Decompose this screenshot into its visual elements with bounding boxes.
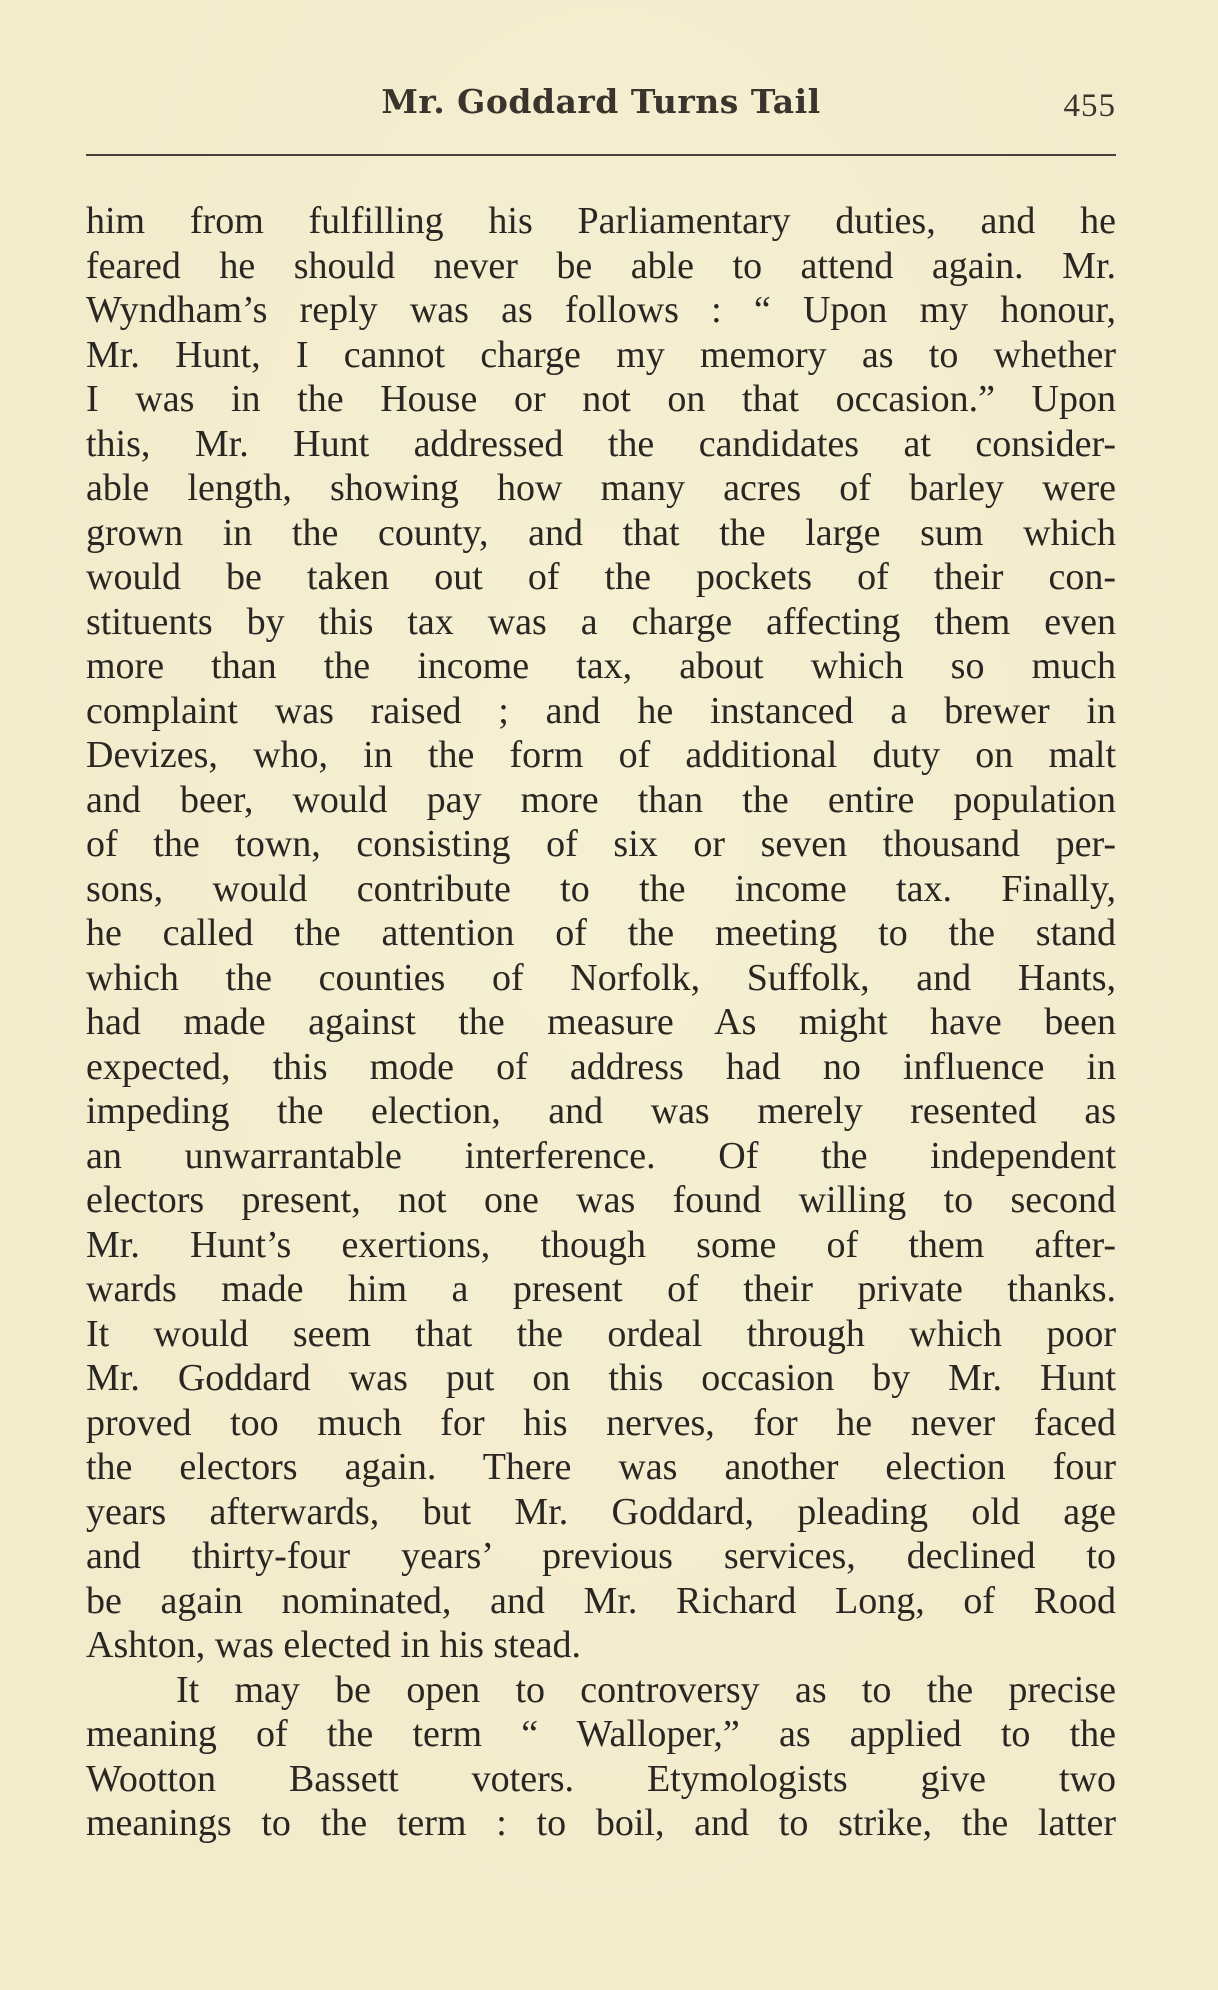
text-line: him from fulfilling his Parliamentary duties, and he (86, 200, 1116, 242)
text-line: meaning of the term “ Walloper,” as applied to the (86, 1713, 1116, 1755)
text-line: and thirty-four years’ previous services, declined to (86, 1535, 1116, 1577)
text-line: years afterwards, but Mr. Goddard, pleading old age (86, 1490, 1116, 1533)
text-line: be again nominated, and Mr. Richard Long, of Rood (86, 1579, 1116, 1622)
text-line: and beer, would pay more than the entire population (86, 778, 1116, 821)
text-line: Ashton, was elected in his stead. (86, 1624, 581, 1666)
text-line: sons, would contribute to the income tax. Finally, (86, 867, 1116, 910)
text-line: of the town, consisting of six or seven thousand per- (86, 823, 1116, 865)
header-rule (86, 154, 1116, 156)
text-line: I was in the House or not on that occasion.” Upon (86, 378, 1116, 420)
text-line: Wyndham’s reply was as follows : “ Upon my honour, (86, 289, 1116, 331)
text-line: Mr. Hunt’s exertions, though some of them after- (86, 1223, 1116, 1266)
page-number: 455 (1063, 88, 1116, 124)
text-line: Mr. Goddard was put on this occasion by Mr. Hunt (86, 1357, 1116, 1399)
running-header (86, 78, 1116, 128)
text-line: had made against the measure As might have been (86, 1001, 1116, 1043)
running-title: Mr. Goddard Turns Tail (381, 82, 821, 121)
text-line: stituents by this tax was a charge affecting them even (86, 600, 1116, 643)
text-line: Mr. Hunt, I cannot charge my memory as to whether (86, 333, 1116, 376)
text-line: proved too much for his nerves, for he never faced (86, 1401, 1116, 1444)
text-line: he called the attention of the meeting to the stand (86, 912, 1116, 954)
text-line: complaint was raised ; and he instanced a brewer in (86, 689, 1116, 732)
text-line: meanings to the term : to boil, and to strike, the latter (86, 1802, 1116, 1844)
text-line: expected, this mode of address had no influence in (86, 1045, 1116, 1088)
text-line: which the counties of Norfolk, Suffolk, and Hants, (86, 956, 1116, 999)
text-line: the electors again. There was another election four (86, 1446, 1116, 1488)
paragraph-first-line: It may be open to controversy as to the precise (176, 1668, 1116, 1711)
text-line: impeding the election, and was merely resented as (86, 1090, 1116, 1132)
text-line: feared he should never be able to attend again. Mr. (86, 244, 1116, 287)
text-line: more than the income tax, about which so much (86, 645, 1116, 687)
text-line: able length, showing how many acres of barley were (86, 467, 1116, 509)
text-line: wards made him a present of their private thanks. (86, 1268, 1116, 1310)
body-text (86, 199, 1116, 1846)
text-line: Devizes, who, in the form of additional duty on malt (86, 734, 1116, 776)
text-line: grown in the county, and that the large sum which (86, 511, 1116, 554)
text-line: would be taken out of the pockets of their con- (86, 556, 1116, 598)
text-line: this, Mr. Hunt addressed the candidates at consider- (86, 422, 1116, 465)
text-line: an unwarrantable interference. Of the independent (86, 1134, 1116, 1177)
text-line: electors present, not one was found willing to second (86, 1179, 1116, 1221)
text-line: It would seem that the ordeal through which poor (86, 1312, 1116, 1355)
text-line: Wootton Bassett voters. Etymologists give two (86, 1757, 1116, 1800)
